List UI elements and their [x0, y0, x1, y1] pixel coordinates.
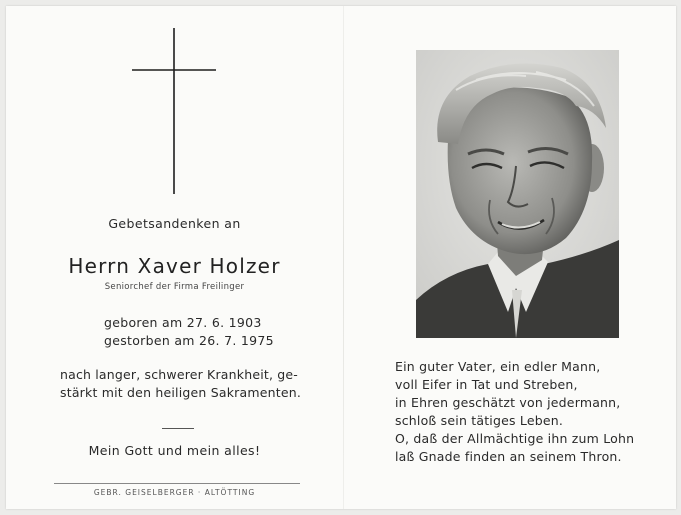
divider-short	[162, 428, 194, 429]
right-panel	[344, 6, 676, 509]
illness-text	[60, 366, 302, 402]
illness-line-1	[60, 366, 298, 384]
motto: Mein Gott und mein alles!	[88, 443, 261, 458]
poem-line: laß Gnade finden an seinem Thron.	[395, 449, 622, 464]
poem-line: O, daß der Allmächtige ihn zum Lohn	[395, 431, 635, 446]
left-panel	[6, 6, 343, 509]
poem-line: voll Eifer in Tat und Streben,	[395, 377, 578, 392]
poem-line: schloß sein tätiges Leben.	[395, 413, 564, 428]
cross-icon	[132, 28, 216, 194]
death-date: gestorben am 26. 7. 1975	[104, 333, 274, 348]
memorial-card	[6, 6, 676, 509]
portrait-photo	[416, 50, 619, 338]
deceased-name: Herrn Xaver Holzer	[68, 254, 281, 278]
divider-bottom	[54, 483, 300, 484]
illness-word: nach	[60, 367, 92, 382]
poem-line: Ein guter Vater, ein edler Mann,	[395, 359, 601, 374]
memorial-heading: Gebetsandenken an	[108, 216, 241, 231]
printer-imprint: GEBR. GEISELBERGER · ALTÖTTING	[93, 488, 256, 497]
illness-word: langer,	[95, 367, 141, 382]
portrait-illustration	[416, 50, 619, 338]
birth-date: geboren am 27. 6. 1903	[104, 315, 262, 330]
poem-line: in Ehren geschätzt von jedermann,	[395, 395, 621, 410]
illness-word: schwerer	[144, 367, 203, 382]
illness-line-2: stärkt mit den heiligen Sakramenten.	[60, 385, 302, 400]
illness-word: Krankheit,	[207, 367, 274, 382]
deceased-title: Seniorchef der Firma Freilinger	[104, 282, 245, 292]
life-dates	[104, 314, 274, 350]
illness-word: ge-	[277, 367, 298, 382]
poem	[395, 358, 634, 466]
